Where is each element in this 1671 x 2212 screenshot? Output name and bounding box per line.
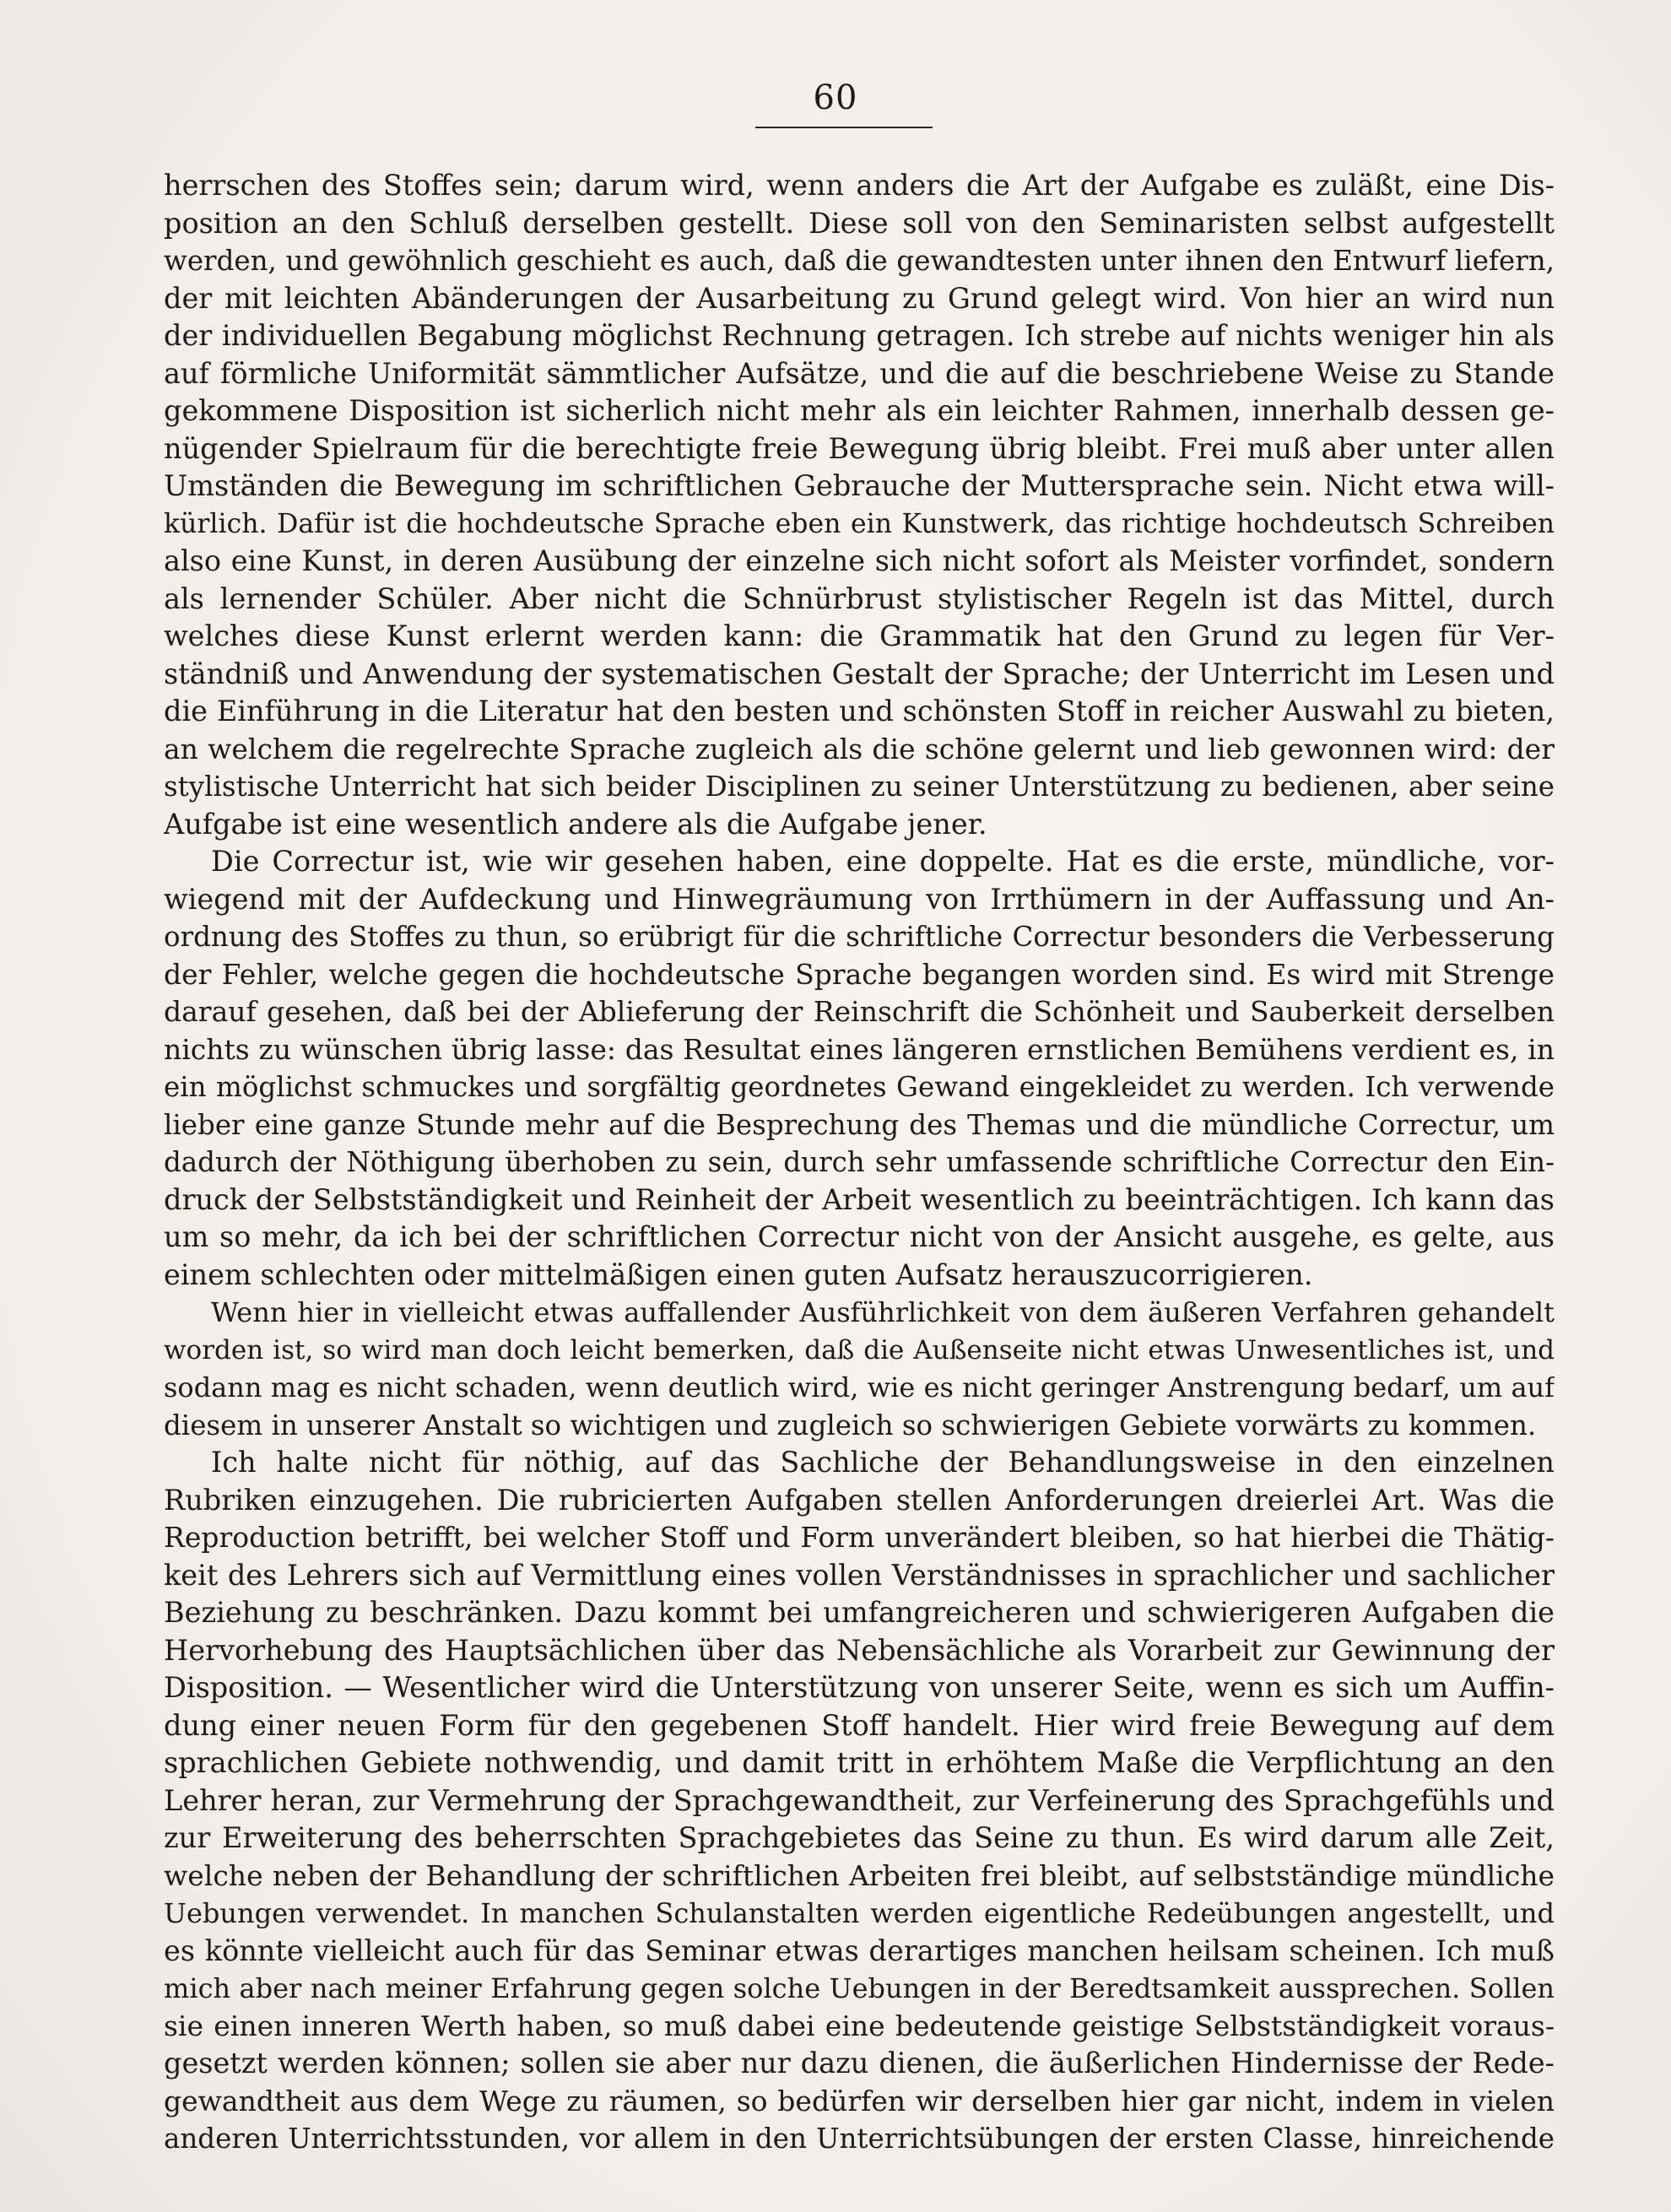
- text-line: Aufgabe ist eine wesentlich andere als die Aufgabe jener.: [164, 807, 987, 841]
- text-line: als lernender Schüler. Aber nicht die Schnürbrust stylistischer Regeln ist das Mittel, durch: [164, 581, 1555, 615]
- text-line: Hervorhebung des Hauptsächlichen über das Nebensächliche als Vorarbeit zur Gewinnung der: [164, 1633, 1555, 1667]
- text-line: gewandtheit aus dem Wege zu räumen, so bedürfen wir derselben hier gar nicht, indem in vielen: [164, 2084, 1555, 2117]
- text-line: dadurch der Nöthigung überhoben zu sein, durch sehr umfassende schriftliche Correctur den Ein-: [164, 1146, 1555, 1178]
- text-line: druck der Selbstständigkeit und Reinheit der Arbeit wesentlich zu beeinträchtigen. Ich kann das: [164, 1182, 1555, 1216]
- text-line: einem schlechten oder mittelmäßigen einen guten Aufsatz herauszucorrigieren.: [164, 1257, 1313, 1291]
- text-line: gesetzt werden können; sollen sie aber nur dazu dienen, die äußerlichen Hindernisse der Rede-: [164, 2047, 1555, 2079]
- text-line: an welchem die regelrechte Sprache zugleich als die schöne gelernt und lieb gewonnen wird: der: [164, 732, 1555, 765]
- text-line: es könnte vielleicht auch für das Seminar etwas derartiges manchen heilsam scheinen. Ich muß: [164, 1933, 1555, 1967]
- text-line: welches diese Kunst erlernt werden kann: die Grammatik hat den Grund zu legen für Ver-: [164, 619, 1555, 652]
- text-line: Umständen die Bewegung im schriftlichen Gebrauche der Muttersprache sein. Nicht etwa will-: [164, 469, 1555, 502]
- text-line: Ich halte nicht für nöthig, auf das Sachliche der Behandlungsweise in den einzelnen: [211, 1446, 1555, 1479]
- text-line: keit des Lehrers sich auf Vermittlung eines vollen Verständnisses in sprachlicher und sachlicher: [164, 1558, 1555, 1592]
- text-line: position an den Schluß derselben gestellt. Diese soll von den Seminaristen selbst aufgestellt: [164, 206, 1555, 240]
- text-line: der Fehler, welche gegen die hochdeutsche Sprache begangen worden sind. Es wird mit Strenge: [164, 957, 1555, 991]
- text-line: welche neben der Behandlung der schriftlichen Arbeiten frei bleibt, auf selbstständige mündliche: [164, 1858, 1555, 1892]
- text-line: sprachlichen Gebiete nothwendig, und damit tritt in erhöhtem Maße die Verpflichtung an den: [164, 1746, 1555, 1779]
- text-line: Lehrer heran, zur Vermehrung der Sprachgewandtheit, zur Verfeinerung des Sprachgefühls und: [164, 1783, 1555, 1817]
- text-line: sodann mag es nicht schaden, wenn deutlich wird, wie es nicht geringer Anstrengung bedarf, um auf: [164, 1371, 1555, 1403]
- text-line: Rubriken einzugehen. Die rubricierten Aufgaben stellen Anforderungen dreierlei Art. Was die: [164, 1483, 1555, 1517]
- text-line: ein möglichst schmuckes und sorgfältig geordnetes Gewand eingekleidet zu werden. Ich verwende: [164, 1071, 1555, 1103]
- text-line: Beziehung zu beschränken. Dazu kommt bei umfangreicheren und schwierigeren Aufgaben die: [164, 1596, 1555, 1629]
- text-line: Disposition. — Wesentlicher wird die Unterstützung von unserer Seite, wenn es sich um Auffin-: [164, 1671, 1555, 1704]
- text-line: darauf gesehen, daß bei der Ablieferung der Reinschrift die Schönheit und Sauberkeit derselben: [164, 995, 1555, 1028]
- text-line: nichts zu wünschen übrig lasse: das Resultat eines längeren ernstlichen Bemühens verdient es, in: [164, 1032, 1555, 1066]
- text-line: worden ist, so wird man doch leicht bemerken, daß die Außenseite nicht etwas Unwesentliches ist, und: [164, 1334, 1555, 1366]
- text-line: lieber eine ganze Stunde mehr auf die Besprechung des Themas und die mündliche Correctur, um: [164, 1108, 1555, 1141]
- text-line: diesem in unserer Anstalt so wichtigen und zugleich so schwierigen Gebiete vorwärts zu kommen.: [164, 1409, 1537, 1441]
- text-line: auf förmliche Uniformität sämmtlicher Aufsätze, und die auf die beschriebene Weise zu Stande: [164, 356, 1555, 390]
- text-line: kürlich. Dafür ist die hochdeutsche Sprache eben ein Kunstwerk, das richtige hochdeutsch Schreiben: [164, 508, 1555, 539]
- text-line: herrschen des Stoffes sein; darum wird, wenn anders die Art der Aufgabe es zuläßt, eine Dis-: [164, 169, 1555, 202]
- text-line: also eine Kunst, in deren Ausübung der einzelne sich nicht sofort als Meister vorfindet, sondern: [164, 544, 1555, 577]
- text-line: die Einführung in die Literatur hat den besten und schönsten Stoff in reicher Auswahl zu bieten,: [164, 695, 1555, 727]
- text-line: der mit leichten Abänderungen der Ausarbeitung zu Grund gelegt wird. Von hier an wird nun: [164, 281, 1555, 315]
- text-line: wiegend mit der Aufdeckung und Hinwegräumung von Irrthümern in der Auffassung und An-: [164, 882, 1555, 916]
- page-number: 60: [813, 78, 858, 117]
- text-line: um so mehr, da ich bei der schriftlichen Correctur nicht von der Ansicht ausgehe, es gelte, aus: [164, 1220, 1555, 1253]
- text-line: Reproduction betrifft, bei welcher Stoff und Form unverändert bleiben, so hat hierbei die Thätig-: [164, 1521, 1555, 1554]
- text-line: werden, und gewöhnlich geschieht es auch, daß die gewandtesten unter ihnen den Entwurf liefern,: [164, 245, 1555, 277]
- text-line: dung einer neuen Form für den gegebenen Stoff handelt. Hier wird freie Bewegung auf dem: [164, 1708, 1555, 1742]
- text-line: anderen Unterrichtsstunden, vor allem in den Unterrichtsübungen der ersten Classe, hinreichende: [164, 2123, 1555, 2155]
- text-line: zur Erweiterung des beherrschten Sprachgebietes das Seine zu thun. Es wird darum alle Zeit,: [164, 1821, 1555, 1854]
- text-line: mich aber nach meiner Erfahrung gegen solche Uebungen in der Beredtsamkeit aussprechen. Sollen: [164, 1972, 1555, 2004]
- text-line: gekommene Disposition ist sicherlich nicht mehr als ein leichter Rahmen, innerhalb dessen ge-: [164, 394, 1555, 427]
- text-line: stylistische Unterricht hat sich beider Disciplinen zu seiner Unterstützung zu bedienen, aber seine: [164, 771, 1555, 803]
- text-line: sie einen inneren Werth haben, so muß dabei eine bedeutende geistige Selbstständigkeit voraus-: [164, 2009, 1555, 2042]
- text-line: Die Correctur ist, wie wir gesehen haben, eine doppelte. Hat es die erste, mündliche, vor-: [211, 845, 1555, 878]
- text-line: der individuellen Begabung möglichst Rechnung getragen. Ich strebe auf nichts weniger hin als: [164, 319, 1555, 352]
- text-line: Wenn hier in vielleicht etwas auffallender Ausführlichkeit von dem äußeren Verfahren gehandelt: [211, 1296, 1555, 1328]
- text-line: Uebungen verwendet. In manchen Schulanstalten werden eigentliche Redeübungen angestellt, und: [164, 1897, 1555, 1929]
- body-text: [164, 167, 1555, 2159]
- text-line: ordnung des Stoffes zu thun, so erübrigt für die schriftliche Correctur besonders die Verbesserung: [164, 921, 1555, 953]
- text-line: nügender Spielraum für die berechtigte freie Bewegung übrig bleibt. Frei muß aber unter allen: [164, 431, 1555, 465]
- page-number-rule: [755, 127, 933, 128]
- text-line: ständniß und Anwendung der systematischen Gestalt der Sprache; der Unterricht im Lesen und: [164, 657, 1555, 690]
